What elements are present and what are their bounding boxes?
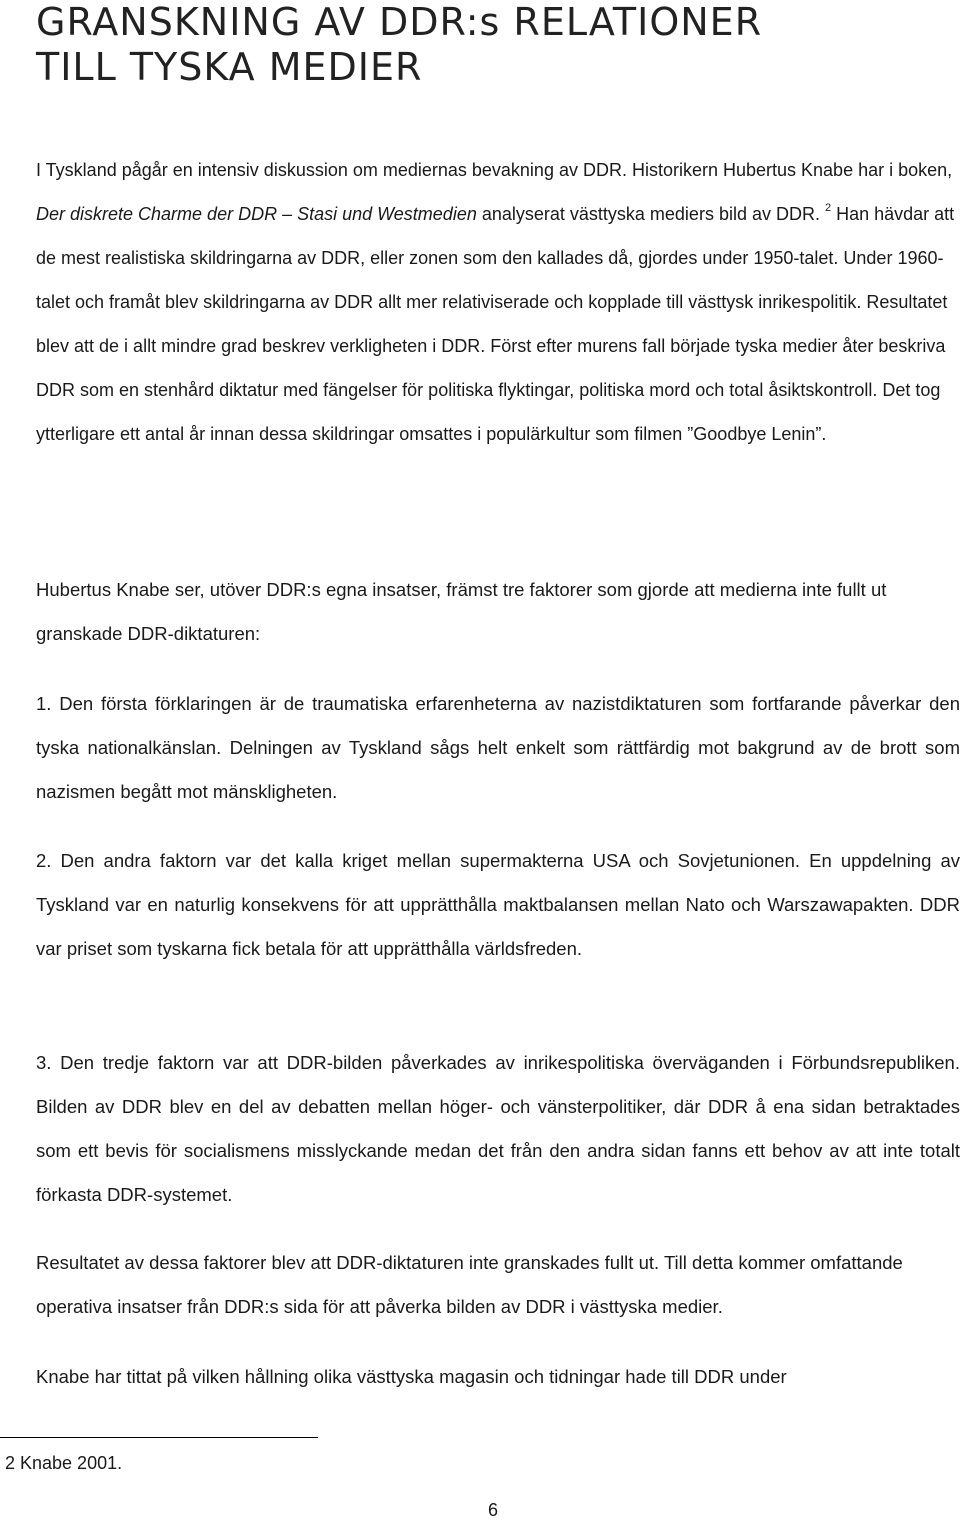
page-title-line-2: TILL TYSKA MEDIER [36,45,423,89]
paragraph-factor-3: 3. Den tredje faktorn var att DDR-bilden påverkades av inrikespolitiska överväganden i Förbundsrepubliken. Bilden av DDR blev en del av debatten mellan höger- och vänsterpolitiker, där DDR å ena sidan betraktades som ett bevis för socialismens misslyckande medan det från den andra sidan fanns ett behov av att inte totalt förkasta DDR-systemet. [36,1052,960,1205]
paragraph-factor-1: 1. Den första förklaringen är de traumatiska erfarenheterna av nazistdiktaturen som fortfarande påverkar den tyska nationalkänslan. Delningen av Tyskland sågs helt enkelt som rättfärdig mot bakgrund av de brott som nazismen begått mot mänskligheten. [36,693,960,802]
book-title: Der diskrete Charme der DDR – Stasi und Westmedien [36,204,477,224]
paragraph-intro [36,148,960,456]
paragraph-intro-part-c: Han hävdar att de mest realistiska skildringarna av DDR, eller zonen som den kallades då, gjordes under 1950-talet. Under 1960-talet och framåt blev skildringarna av DDR allt mer relativiserade och kopplade till västtysk inrikespolitik. Resultatet blev att de i allt mindre grad beskrev verkligheten i DDR. Först efter murens fall började tyska medier åter beskriva DDR som en stenhård diktatur med fängelser för politiska flyktingar, politiska mord och total åsiktskontroll. Det tog ytterligare ett antal år innan dessa skildringar omsattes i populärkultur som filmen ”Goodbye Lenin”. [36,204,955,444]
paragraph-intro-part-b: analyserat västtyska mediers bild av DDR. [476,204,825,224]
page-title [36,0,762,90]
paragraph-factors-intro: Hubertus Knabe ser, utöver DDR:s egna insatser, främst tre faktorer som gjorde att medierna inte fullt ut granskade DDR-diktaturen: [36,579,887,644]
paragraph-intro-part-a: I Tyskland pågår en intensiv diskussion om mediernas bevakning av DDR. Historikern Hubertus Knabe har i boken, [36,160,953,180]
footnote-divider [0,1437,318,1438]
footnote: 2 Knabe 2001. [5,1453,123,1473]
paragraph-result: Resultatet av dessa faktorer blev att DDR-diktaturen inte granskades fullt ut. Till detta kommer omfattande operativa insatser från DDR:s sida för att påverka bilden av DDR i västtyska medier. [36,1252,903,1317]
footnote-reference: 2 [824,202,832,214]
paragraph-factor-2: 2. Den andra faktorn var det kalla kriget mellan supermakterna USA och Sovjetunionen. En uppdelning av Tyskland var en naturlig konsekvens för att upprätthålla maktbalansen mellan Nato och Warszawapakten. DDR var priset som tyskarna fick betala för att upprätthålla världsfreden. [36,850,960,959]
paragraph-knabe: Knabe har tittat på vilken hållning olika västtyska magasin och tidningar hade till DDR under [36,1366,787,1387]
page-number: 6 [488,1500,499,1520]
page-title-line-1: GRANSKNING AV DDR:s RELATIONER [36,0,763,44]
